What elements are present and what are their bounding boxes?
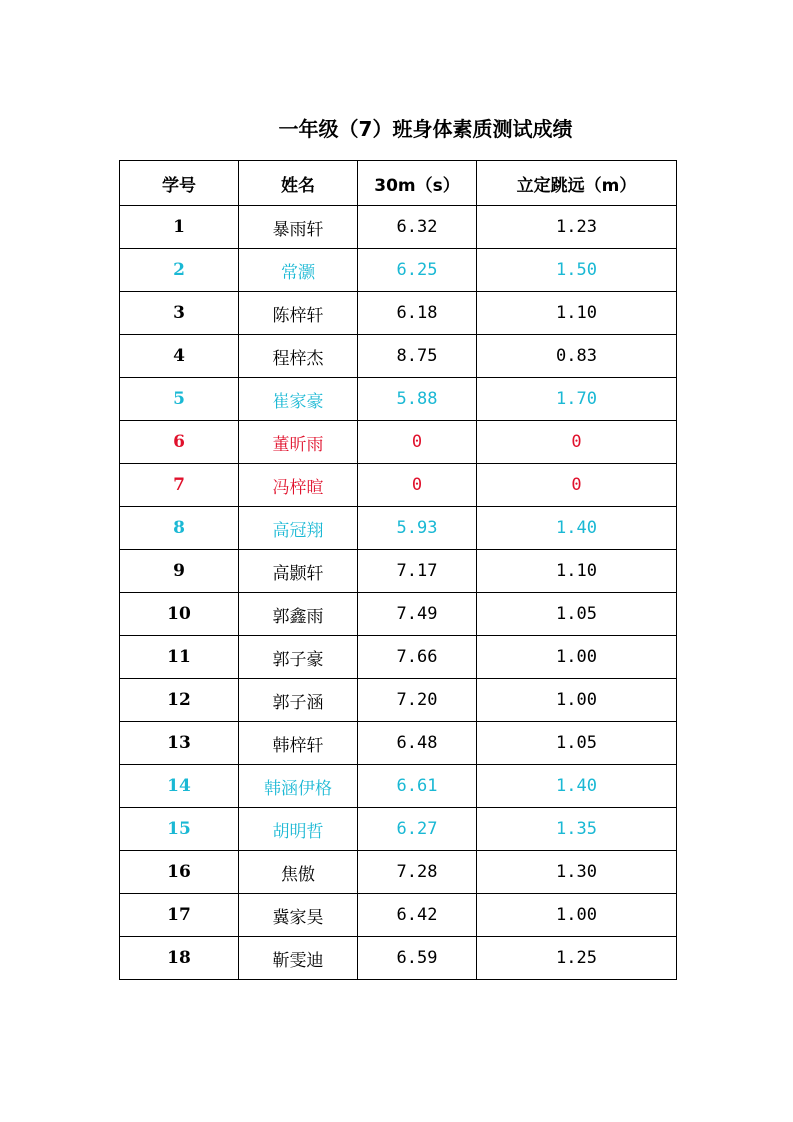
cell-long-jump: 1.00 [477,636,677,679]
scores-table [119,160,677,980]
cell-30m-time: 7.66 [358,636,477,679]
cell-30m-time: 6.59 [358,937,477,980]
header-student-id: 学号 [120,161,239,206]
cell-30m-time: 0 [358,421,477,464]
cell-student-id: 12 [120,679,239,722]
cell-student-id: 8 [120,507,239,550]
cell-long-jump: 0 [477,421,677,464]
cell-30m-time: 0 [358,464,477,507]
page-title: 一年级（7）班身体素质测试成绩 [278,117,573,141]
cell-long-jump: 1.00 [477,679,677,722]
cell-student-name: 靳雯迪 [239,937,358,980]
cell-long-jump: 1.25 [477,937,677,980]
cell-long-jump: 1.23 [477,206,677,249]
cell-student-name: 郭子涵 [239,679,358,722]
cell-30m-time: 6.25 [358,249,477,292]
cell-long-jump: 1.30 [477,851,677,894]
cell-student-name: 程梓杰 [239,335,358,378]
cell-student-id: 11 [120,636,239,679]
table-row [120,507,677,550]
header-name: 姓名 [239,161,358,206]
cell-long-jump: 1.40 [477,507,677,550]
cell-student-id: 6 [120,421,239,464]
cell-student-id: 18 [120,937,239,980]
cell-30m-time: 6.42 [358,894,477,937]
header-standing-long-jump: 立定跳远（m） [477,161,677,206]
cell-student-name: 冯梓暄 [239,464,358,507]
cell-student-name: 高颢轩 [239,550,358,593]
cell-student-id: 9 [120,550,239,593]
cell-student-id: 3 [120,292,239,335]
cell-student-id: 17 [120,894,239,937]
table-row [120,378,677,421]
cell-student-id: 5 [120,378,239,421]
cell-student-id: 15 [120,808,239,851]
table-row [120,765,677,808]
cell-student-name: 崔家豪 [239,378,358,421]
table-header-row [120,161,677,206]
table-row [120,421,677,464]
cell-student-name: 冀家昊 [239,894,358,937]
cell-student-name: 陈梓轩 [239,292,358,335]
cell-long-jump: 1.10 [477,292,677,335]
cell-long-jump: 1.35 [477,808,677,851]
cell-student-name: 暴雨轩 [239,206,358,249]
cell-long-jump: 0.83 [477,335,677,378]
table-row [120,636,677,679]
cell-student-name: 郭子豪 [239,636,358,679]
cell-student-name: 郭鑫雨 [239,593,358,636]
table-row [120,851,677,894]
table-row [120,206,677,249]
cell-30m-time: 7.17 [358,550,477,593]
cell-student-id: 10 [120,593,239,636]
cell-30m-time: 6.61 [358,765,477,808]
cell-30m-time: 6.27 [358,808,477,851]
cell-student-name: 韩梓轩 [239,722,358,765]
cell-student-name: 胡明哲 [239,808,358,851]
cell-long-jump: 1.05 [477,722,677,765]
table-row [120,593,677,636]
table-row [120,335,677,378]
cell-student-name: 常灏 [239,249,358,292]
cell-30m-time: 6.32 [358,206,477,249]
table-row [120,808,677,851]
table-row [120,894,677,937]
table-row [120,550,677,593]
table-row [120,249,677,292]
cell-30m-time: 7.20 [358,679,477,722]
table-row [120,679,677,722]
cell-student-name: 高冠翔 [239,507,358,550]
table-row [120,722,677,765]
cell-30m-time: 7.49 [358,593,477,636]
cell-student-id: 14 [120,765,239,808]
header-30m-run: 30m（s） [358,161,477,206]
table-row [120,937,677,980]
cell-student-name: 焦傲 [239,851,358,894]
cell-student-id: 2 [120,249,239,292]
cell-student-id: 13 [120,722,239,765]
cell-student-name: 韩涵伊格 [239,765,358,808]
cell-student-id: 4 [120,335,239,378]
cell-long-jump: 1.10 [477,550,677,593]
table-row [120,292,677,335]
cell-30m-time: 8.75 [358,335,477,378]
cell-30m-time: 5.93 [358,507,477,550]
cell-30m-time: 5.88 [358,378,477,421]
cell-long-jump: 1.70 [477,378,677,421]
table-body [120,206,677,980]
cell-student-id: 7 [120,464,239,507]
cell-long-jump: 0 [477,464,677,507]
cell-student-id: 16 [120,851,239,894]
cell-long-jump: 1.00 [477,894,677,937]
cell-long-jump: 1.40 [477,765,677,808]
cell-long-jump: 1.50 [477,249,677,292]
table-row [120,464,677,507]
cell-student-name: 董昕雨 [239,421,358,464]
cell-long-jump: 1.05 [477,593,677,636]
cell-30m-time: 6.18 [358,292,477,335]
cell-30m-time: 7.28 [358,851,477,894]
cell-30m-time: 6.48 [358,722,477,765]
cell-student-id: 1 [120,206,239,249]
